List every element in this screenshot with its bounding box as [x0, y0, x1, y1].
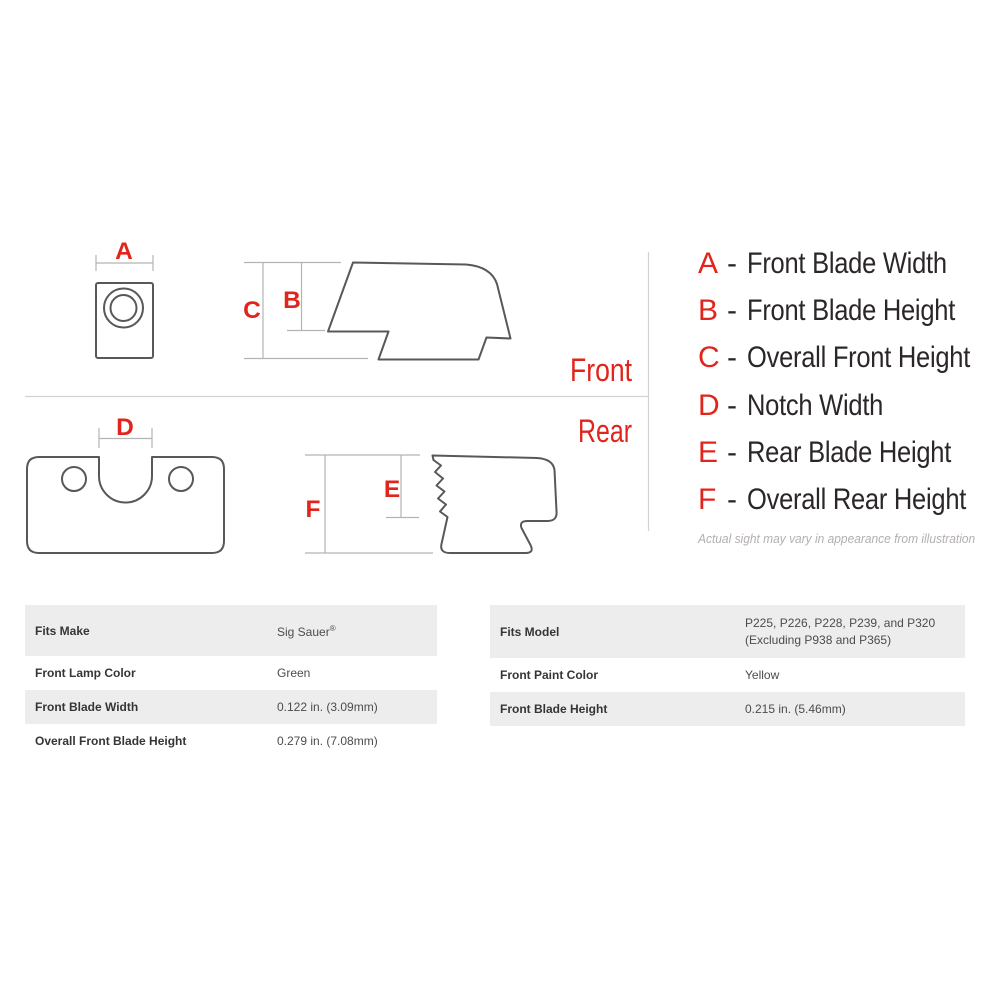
legend-separator: - — [727, 293, 737, 327]
legend-item-f — [698, 476, 1000, 523]
legend-label-b: Front Blade Height — [746, 293, 955, 327]
legend-letter-a: A — [698, 246, 718, 280]
legend-letter-f: F — [698, 483, 717, 517]
spec-table-left — [25, 605, 437, 758]
rear-dot-left — [62, 467, 86, 491]
legend-letter-b: B — [698, 293, 718, 327]
dimension-label-b: B — [283, 287, 301, 314]
spec-label: Overall Front Blade Height — [35, 734, 187, 748]
legend-separator: - — [727, 341, 737, 375]
legend-label-a: Front Blade Width — [746, 246, 947, 280]
legend-label-f: Overall Rear Height — [746, 483, 966, 517]
front-sight-face-view — [96, 238, 153, 358]
legend-label-d: Notch Width — [746, 388, 883, 422]
registered-trademark-mark: ® — [329, 624, 336, 633]
table-row — [490, 605, 965, 658]
legend-item-c — [698, 335, 1000, 382]
spec-value — [277, 620, 336, 641]
dimension-label-f: F — [305, 496, 321, 523]
rear-dot-right — [169, 467, 193, 491]
front-lamp-inner-ring — [111, 295, 137, 321]
disclaimer-text: Actual sight may vary in appearance from illustration — [698, 531, 976, 546]
spec-label: Front Blade Height — [500, 702, 608, 716]
spec-label: Front Lamp Color — [35, 666, 136, 680]
legend-letter-e: E — [698, 435, 718, 469]
dimension-label-a: A — [115, 238, 133, 265]
rear-sight-profile-view — [305, 455, 557, 553]
table-row — [25, 690, 437, 724]
dimension-label-c: C — [243, 297, 261, 324]
dimension-label-d: D — [116, 414, 134, 441]
spec-value-text: Sig Sauer — [277, 625, 330, 639]
legend-letter-c: C — [698, 341, 720, 375]
legend-item-a — [698, 240, 1000, 287]
legend-item-d — [698, 382, 1000, 429]
spec-value — [745, 615, 935, 649]
rear-sight-face-outline — [27, 457, 224, 553]
table-row — [25, 656, 437, 690]
spec-label: Front Blade Width — [35, 700, 139, 714]
table-row — [490, 692, 965, 726]
spec-value-line1: P225, P226, P228, P239, and P320 — [745, 615, 936, 630]
table-row — [25, 605, 437, 656]
legend-label-e: Rear Blade Height — [746, 435, 951, 469]
legend-separator: - — [727, 483, 737, 517]
table-row — [490, 658, 965, 692]
legend-item-e — [698, 429, 1000, 476]
spec-value: Yellow — [745, 667, 780, 682]
dimension-legend — [698, 240, 1000, 524]
front-view-label: Front — [570, 352, 633, 388]
spec-value: 0.122 in. (3.09mm) — [277, 699, 378, 714]
table-row — [25, 724, 437, 758]
legend-label-c: Overall Front Height — [746, 341, 970, 375]
legend-item-b — [698, 287, 1000, 334]
front-sight-profile-view — [243, 263, 510, 360]
front-sight-profile-outline — [328, 263, 511, 360]
spec-label: Fits Make — [35, 623, 90, 638]
rear-sight-profile-outline — [433, 456, 557, 554]
spec-value: Green — [277, 665, 311, 680]
legend-separator: - — [727, 388, 737, 422]
legend-separator: - — [727, 246, 737, 280]
dimension-label-e: E — [383, 476, 401, 503]
spec-label: Front Paint Color — [500, 668, 598, 682]
legend-letter-d: D — [698, 388, 720, 422]
rear-sight-face-view — [27, 414, 224, 553]
spec-label: Fits Model — [500, 624, 560, 639]
legend-separator: - — [727, 435, 737, 469]
spec-value: 0.279 in. (7.08mm) — [277, 733, 378, 748]
rear-view-label: Rear — [578, 413, 633, 449]
spec-table-right — [490, 605, 965, 726]
spec-value-line2: (Excluding P938 and P365) — [745, 632, 892, 647]
spec-value: 0.215 in. (5.46mm) — [745, 701, 846, 716]
